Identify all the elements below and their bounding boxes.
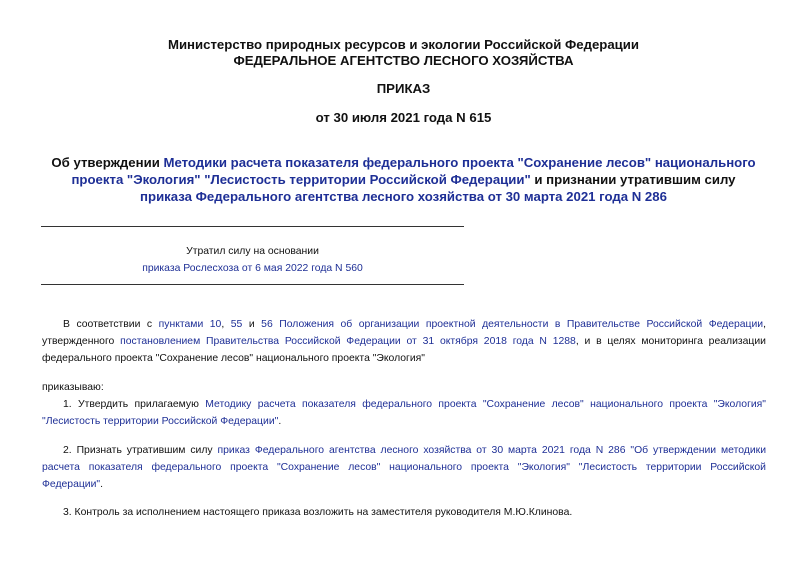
methodology-link-cont[interactable]: проекта "Экология" "Лесистость территории Российской Федерации" [71,172,531,187]
preamble-text: утвержденного [42,336,121,347]
item-2-line-2 [42,459,766,476]
preamble-text: , [763,319,767,330]
order-286-link-end[interactable]: Федерации" [42,479,101,490]
order-286-link[interactable]: приказ Федерального агентства лесного хозяйства от 30 марта 2021 года N 286 "Об утверждении методики [217,445,766,456]
preamble-line-2 [42,333,766,350]
preamble-text: , и в целях мониторинга реализации [575,336,766,347]
status-note-line-2 [41,260,464,277]
divider-top [41,226,464,227]
title-lead: Об утверждении [51,155,164,170]
order-286-link-cont[interactable]: расчета показателя федерального проекта "Сохранение лесов" национального проекта "Экология" "Лесистость территории Российской [42,462,766,473]
item-2-text: . [100,479,103,490]
government-decree-link[interactable]: постановлением Правительства Российской Федерации от 31 октября 2018 года N 1288 [120,336,576,347]
methodology-doc-link[interactable]: Методику расчета показателя федерального проекта "Сохранение лесов" национального проекта "Экология" [205,399,766,410]
clause-10-link[interactable]: пунктами 10 [158,319,222,330]
order-word: приказываю: [42,382,104,393]
preamble-text: В соответствии с [63,319,159,330]
regulation-link[interactable]: 56 Положения об организации проектной деятельности в Правительстве Российской Федерации [261,319,764,330]
repealed-order-link[interactable]: приказа Федерального агентства лесного хозяйства от 30 марта 2021 года N 286 [140,189,667,204]
title-line-2 [0,172,807,188]
repeal-order-link[interactable]: приказа Рослесхоза от 6 мая 2022 года N 560 [142,263,363,274]
divider-bottom [41,284,464,285]
clause-55-link[interactable]: 55 [230,319,243,330]
item-3: 3. Контроль за исполнением настоящего приказа возложить на заместителя руководителя М.Ю.Клинова. [63,507,573,518]
item-2-line-3 [42,476,766,493]
item-1-text: . [278,416,282,427]
status-note-text: Утратил силу на основании [186,246,319,257]
item-1-text: 1. Утвердить прилагаемую [63,399,206,410]
methodology-doc-link-cont[interactable]: "Лесистость территории Российской Федерации" [42,416,279,427]
item-1-line-2 [42,413,766,430]
item-2-text: 2. Признать утратившим силу [63,445,218,456]
preamble-line-3: федерального проекта "Сохранение лесов" национального проекта "Экология" [42,353,425,364]
ministry-name: Министерство природных ресурсов и экологии Российской Федерации [167,37,640,52]
preamble-text: , [221,319,231,330]
document-date-number: от 30 июля 2021 года N 615 [315,110,492,125]
agency-name: ФЕДЕРАЛЬНОЕ АГЕНТСТВО ЛЕСНОГО ХОЗЯЙСТВА [233,53,574,68]
item-2-line-1 [42,442,766,459]
preamble-text: и [242,319,262,330]
preamble-line-1 [42,316,766,333]
methodology-link[interactable]: Методики расчета показателя федерального проекта "Сохранение лесов" национального [163,155,756,170]
document-type: ПРИКАЗ [376,81,431,96]
title-line-1 [0,155,807,171]
title-middle: и признании утратившим силу [530,172,736,187]
item-1-line-1 [42,396,766,413]
title-line-3 [0,189,807,205]
